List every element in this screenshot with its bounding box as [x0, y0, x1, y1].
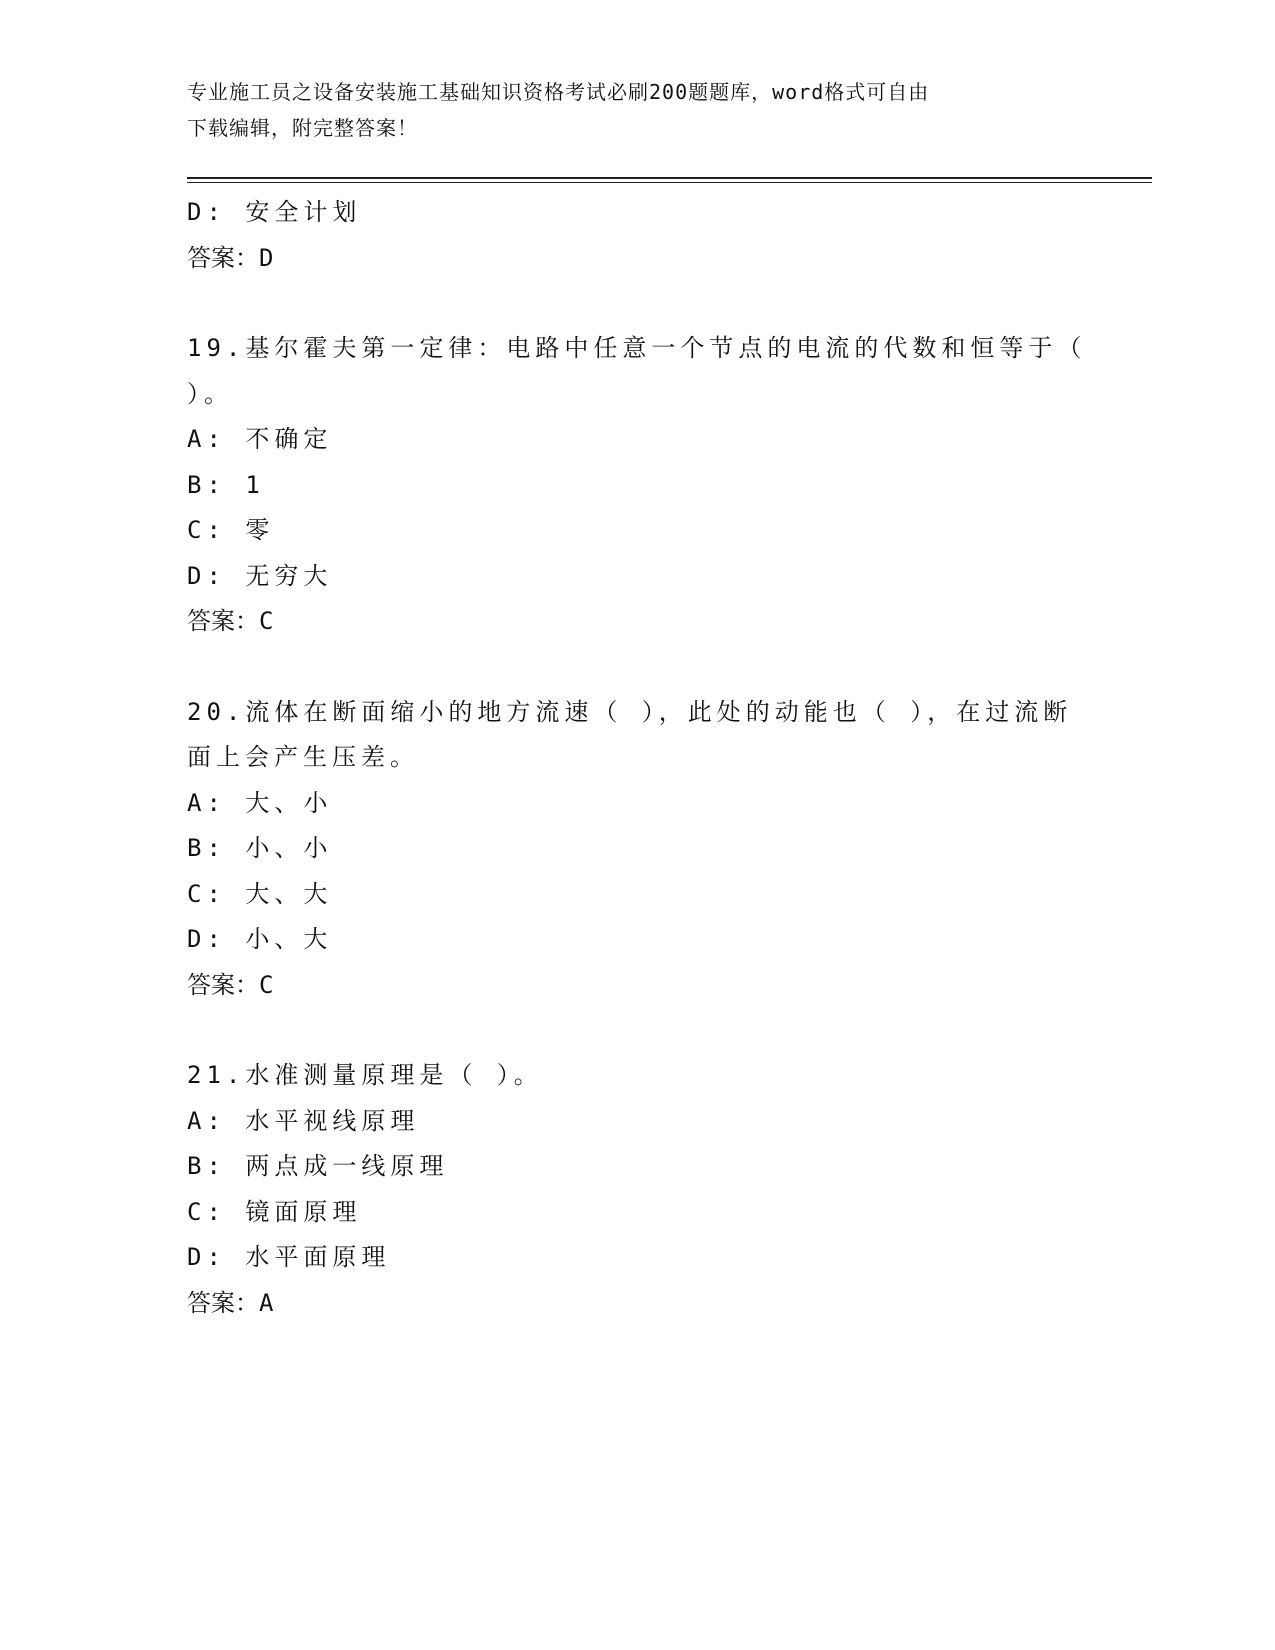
- answer-line: [187, 1281, 1107, 1327]
- document-header: [187, 74, 1087, 146]
- question-stem-line1: 21.水准测量原理是（ ）。: [187, 1061, 543, 1089]
- option-d: D: 安全计划: [187, 198, 362, 226]
- question-20: [187, 690, 1107, 1009]
- header-title-line2: 下载编辑，附完整答案！: [187, 116, 418, 140]
- option-a: A: 大、小: [187, 788, 333, 817]
- answer-value: D: [259, 243, 275, 272]
- option-d: D: 水平面原理: [187, 1243, 391, 1271]
- answer-value: A: [259, 1288, 275, 1317]
- question-list: [187, 190, 1107, 1326]
- option-a: A: 水平视线原理: [187, 1106, 420, 1135]
- question-stem-line1: 20.流体在断面缩小的地方流速（ ），此处的动能也（ ），在过流断: [187, 697, 1073, 726]
- option-b: B: 小、小: [187, 834, 333, 862]
- option-b: B: 两点成一线原理: [187, 1152, 449, 1180]
- previous-question-tail: [187, 190, 1107, 281]
- header-title-line1: 专业施工员之设备安装施工基础知识资格考试必刷200题题库，word格式可自由: [187, 80, 930, 104]
- option-c: C: 零: [187, 516, 275, 544]
- answer-label: 答案：: [187, 243, 259, 272]
- answer-label: 答案：: [187, 1288, 259, 1317]
- option-c: C: 大、大: [187, 879, 333, 908]
- answer-label: 答案：: [187, 607, 259, 635]
- question-21: [187, 1053, 1107, 1326]
- header-divider-thick: [187, 177, 1152, 179]
- question-stem-line2: ）。: [187, 379, 233, 408]
- header-divider-thin: [187, 182, 1152, 183]
- answer-label: 答案：: [187, 970, 259, 999]
- question-stem-line2: 面上会产生压差。: [187, 743, 419, 771]
- answer-line: [187, 236, 1107, 282]
- option-b: B: 1: [187, 470, 265, 499]
- answer-value: C: [259, 607, 275, 635]
- option-d: D: 无穷大: [187, 561, 333, 590]
- option-c: C: 镜面原理: [187, 1197, 362, 1226]
- option-a: A: 不确定: [187, 425, 333, 453]
- answer-value: C: [259, 970, 275, 999]
- question-stem-line1: 19.基尔霍夫第一定律：电路中任意一个节点的电流的代数和恒等于（: [187, 334, 1087, 362]
- answer-line: [187, 599, 1107, 645]
- answer-line: [187, 963, 1107, 1009]
- question-19: [187, 326, 1107, 645]
- option-d: D: 小、大: [187, 925, 333, 953]
